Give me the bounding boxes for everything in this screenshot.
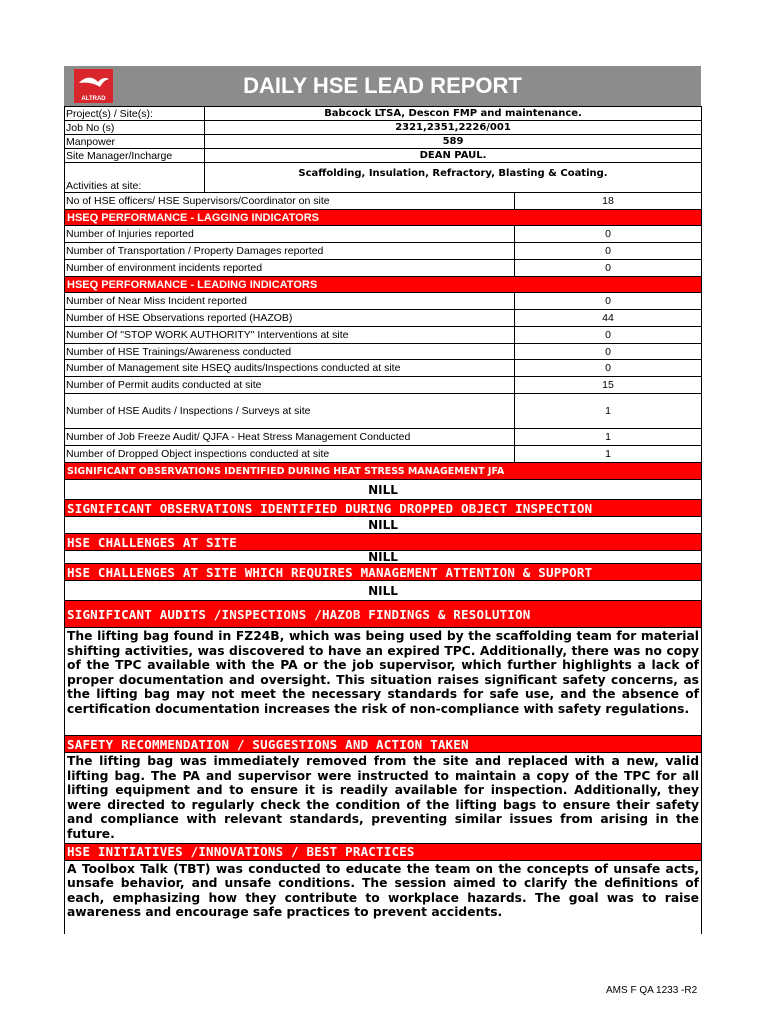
table-row bbox=[65, 293, 702, 310]
indicator-value: 1 bbox=[515, 429, 702, 446]
indicator-value: 15 bbox=[515, 377, 702, 394]
form-code: AMS F QA 1233 -R2 bbox=[606, 985, 698, 996]
dropped-object-heading: SIGNIFICANT OBSERVATIONS IDENTIFIED DURING DROPPED OBJECT INSPECTION bbox=[65, 500, 702, 517]
mgmt-attention-heading-row bbox=[65, 564, 702, 581]
mgmt-attention-value-row bbox=[65, 581, 702, 601]
indicator-label: Number of Management site HSEQ audits/Inspections conducted at site bbox=[65, 360, 515, 377]
dropped-object-value-row bbox=[65, 517, 702, 534]
title-bar bbox=[64, 66, 701, 106]
activities-label: Activities at site: bbox=[65, 163, 205, 193]
audits-heading: SIGNIFICANT AUDITS /INSPECTIONS /HAZOB FINDINGS & RESOLUTION bbox=[65, 601, 702, 628]
indicator-label: Number Of "STOP WORK AUTHORITY" Interventions at site bbox=[65, 327, 515, 344]
indicator-label: Number of HSE Trainings/Awareness conducted bbox=[65, 344, 515, 360]
challenges-value-row bbox=[65, 551, 702, 564]
indicator-label: Number of Near Miss Incident reported bbox=[65, 293, 515, 310]
mgmt-attention-value: NILL bbox=[65, 581, 702, 601]
audits-text: The lifting bag found in FZ24B, which was being used by the scaffolding team for material shifting activities, was discovered to have an expired TPC. Additionally, there was no copy of the TPC available with the PA or the job supervisor, which further highlights a lack of proper documentation and oversight. This situation raises significant safety concerns, as the lifting bag may not meet the necessary standards for safe use, and the absence of certification documentation increases the risk of non-compliance with safety regulations. bbox=[65, 628, 702, 736]
indicator-value: 0 bbox=[515, 360, 702, 377]
table-row bbox=[65, 327, 702, 344]
report-title: DAILY HSE LEAD REPORT bbox=[243, 73, 522, 98]
jobno-value: 2321,2351,2226/001 bbox=[205, 121, 702, 135]
report-table bbox=[64, 106, 702, 934]
table-row bbox=[65, 260, 702, 277]
activities-row bbox=[65, 163, 702, 193]
table-row bbox=[65, 446, 702, 463]
indicator-label: Number of Job Freeze Audit/ QJFA - Heat Stress Management Conducted bbox=[65, 429, 515, 446]
officers-row bbox=[65, 193, 702, 210]
manpower-row bbox=[65, 135, 702, 149]
indicator-label: Number of Injuries reported bbox=[65, 226, 515, 243]
audits-text-row bbox=[65, 628, 702, 736]
table-row bbox=[65, 243, 702, 260]
project-row bbox=[65, 107, 702, 121]
audits-heading-row bbox=[65, 601, 702, 628]
heat-stress-heading: SIGNIFICANT OBSERVATIONS IDENTIFIED DURING HEAT STRESS MANAGEMENT JFA bbox=[65, 463, 702, 480]
indicator-value: 0 bbox=[515, 243, 702, 260]
challenges-heading: HSE CHALLENGES AT SITE bbox=[65, 534, 702, 551]
indicator-value: 0 bbox=[515, 344, 702, 360]
initiatives-text-row bbox=[65, 860, 702, 934]
lagging-heading-row bbox=[65, 210, 702, 226]
leading-heading: HSEQ PERFORMANCE - LEADING INDICATORS bbox=[65, 277, 702, 293]
indicator-value: 0 bbox=[515, 260, 702, 277]
table-row bbox=[65, 360, 702, 377]
manager-value: DEAN PAUL. bbox=[205, 149, 702, 163]
indicator-label: Number of HSE Audits / Inspections / Surveys at site bbox=[65, 394, 515, 429]
indicator-label: Number of HSE Observations reported (HAZOB) bbox=[65, 310, 515, 327]
officers-value: 18 bbox=[515, 193, 702, 210]
manpower-label: Manpower bbox=[65, 135, 205, 149]
recommendation-text-row bbox=[65, 753, 702, 844]
activities-value: Scaffolding, Insulation, Refractory, Blasting & Coating. bbox=[205, 163, 702, 193]
svg-text:ALTRAD: ALTRAD bbox=[81, 96, 106, 102]
indicator-label: Number of Transportation / Property Damages reported bbox=[65, 243, 515, 260]
indicator-label: Number of Dropped Object inspections conducted at site bbox=[65, 446, 515, 463]
jobno-label: Job No (s) bbox=[65, 121, 205, 135]
manpower-value: 589 bbox=[205, 135, 702, 149]
indicator-label: Number of environment incidents reported bbox=[65, 260, 515, 277]
jobno-row bbox=[65, 121, 702, 135]
lagging-heading: HSEQ PERFORMANCE - LAGGING INDICATORS bbox=[65, 210, 702, 226]
mgmt-attention-heading: HSE CHALLENGES AT SITE WHICH REQUIRES MANAGEMENT ATTENTION & SUPPORT bbox=[65, 564, 702, 581]
indicator-value: 0 bbox=[515, 226, 702, 243]
heat-stress-value: NILL bbox=[65, 480, 702, 500]
table-row bbox=[65, 226, 702, 243]
initiatives-heading: HSE INITIATIVES /INNOVATIONS / BEST PRACTICES bbox=[65, 843, 702, 860]
table-row bbox=[65, 310, 702, 327]
challenges-value: NILL bbox=[65, 551, 702, 564]
table-row bbox=[65, 394, 702, 429]
challenges-heading-row bbox=[65, 534, 702, 551]
manager-row bbox=[65, 149, 702, 163]
indicator-value: 1 bbox=[515, 446, 702, 463]
leading-heading-row bbox=[65, 277, 702, 293]
initiatives-text: A Toolbox Talk (TBT) was conducted to educate the team on the concepts of unsafe acts, unsafe behavior, and unsafe conditions. The session aimed to clarify the definitions of each, emphasizing how they contribute to workplace hazards. The goal was to raise awareness and encourage safe practices to prevent accidents. bbox=[65, 860, 702, 934]
report-sheet bbox=[64, 66, 701, 934]
indicator-value: 44 bbox=[515, 310, 702, 327]
heat-stress-value-row bbox=[65, 480, 702, 500]
heat-stress-heading-row bbox=[65, 463, 702, 480]
indicator-value: 1 bbox=[515, 394, 702, 429]
manager-label: Site Manager/Incharge bbox=[65, 149, 205, 163]
recommendation-text: The lifting bag was immediately removed from the site and replaced with a new, valid lifting bag. The PA and supervisor were instructed to maintain a copy of the TPC for all lifting equipment and to ensure it is readily available for inspection. Additionally, they were directed to regularly check the condition of the lifting bags to ensure their safety and compliance with relevant standards, preventing similar issues from arising in the future. bbox=[65, 753, 702, 844]
project-label: Project(s) / Site(s): bbox=[65, 107, 205, 121]
initiatives-heading-row bbox=[65, 843, 702, 860]
officers-label: No of HSE officers/ HSE Supervisors/Coordinator on site bbox=[65, 193, 515, 210]
indicator-label: Number of Permit audits conducted at site bbox=[65, 377, 515, 394]
dropped-object-heading-row bbox=[65, 500, 702, 517]
table-row bbox=[65, 377, 702, 394]
indicator-value: 0 bbox=[515, 327, 702, 344]
table-row bbox=[65, 344, 702, 360]
project-value: Babcock LTSA, Descon FMP and maintenance. bbox=[205, 107, 702, 121]
recommendation-heading-row bbox=[65, 736, 702, 753]
indicator-value: 0 bbox=[515, 293, 702, 310]
dropped-object-value: NILL bbox=[65, 517, 702, 534]
table-row bbox=[65, 429, 702, 446]
recommendation-heading: SAFETY RECOMMENDATION / SUGGESTIONS AND ACTION TAKEN bbox=[65, 736, 702, 753]
